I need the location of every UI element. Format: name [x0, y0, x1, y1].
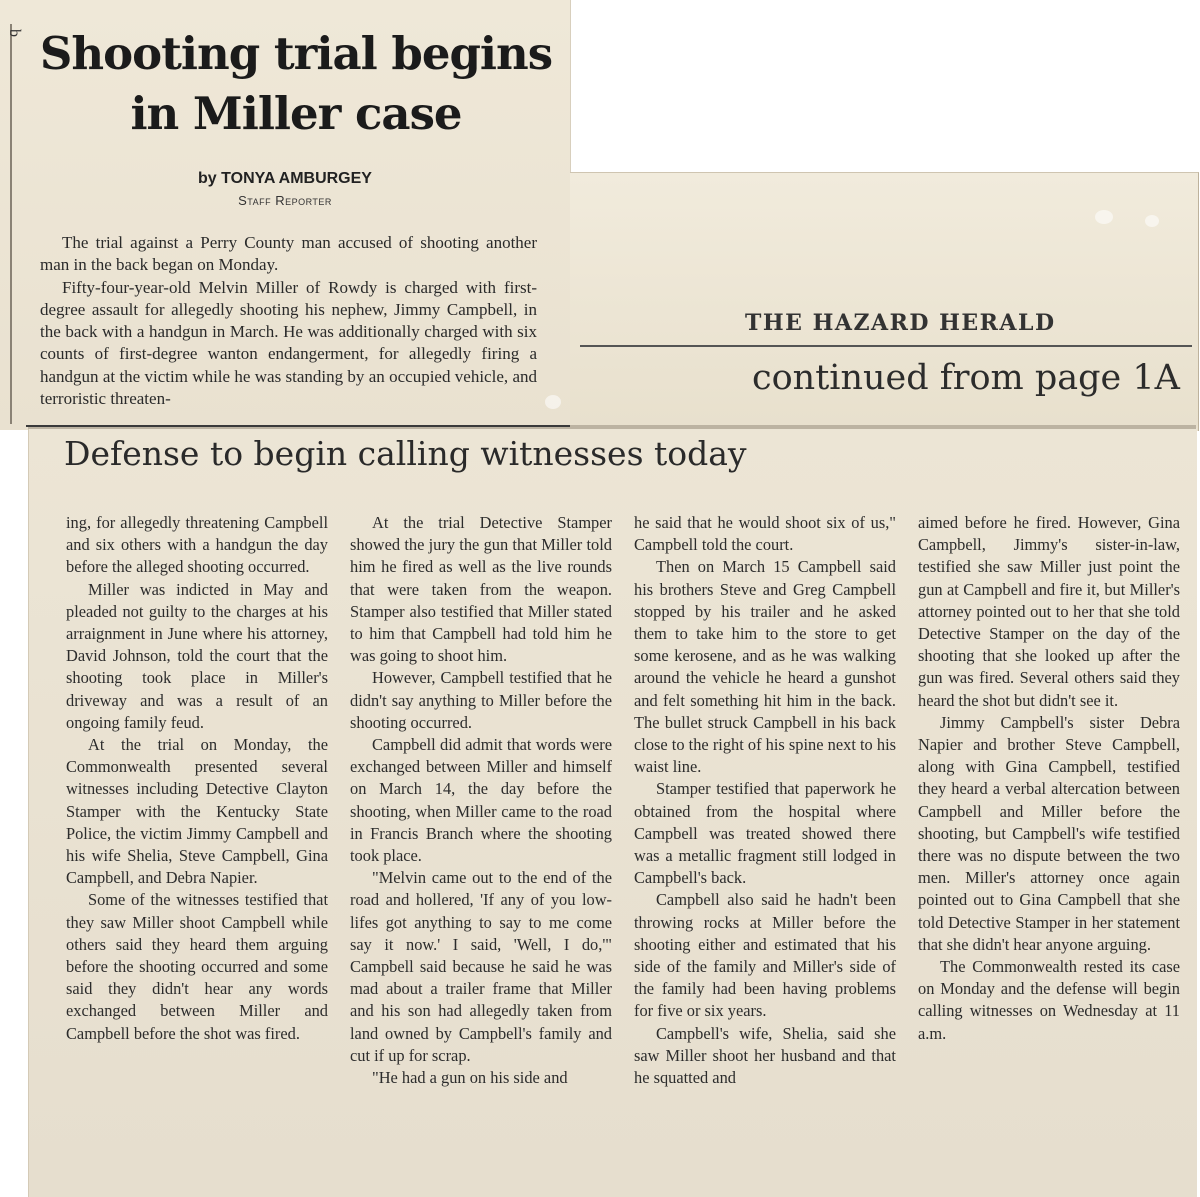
paper-speck [545, 395, 561, 409]
article-column-1 [66, 512, 328, 1045]
paragraph: aimed before he fired. However, Gina Campbell, Jimmy's sister-in-law, testified she saw Miller just point the gun at Campbell and fire it, but Miller's attorney pointed out to her that she told Detective Stamper on the day of the shooting that she looked up after the gun was fired. Several others said they heard the shot but didn't see it. [918, 513, 1180, 710]
paragraph: "He had a gun on his side and [372, 1068, 568, 1088]
lead-paragraph: Fifty-four-year-old Melvin Miller of Rowdy is charged with first-degree assault for allegedly shooting his nephew, Jimmy Campbell, in the back with a handgun in March. He was additionally charged with six counts of first-degree wanton endangerment, for allegedly firing a handgun at the victim while he was standing by an occupied vehicle, and terroristic threaten- [40, 277, 537, 409]
paragraph: Stamper testified that paperwork he obtained from the hospital where Campbell was treated showed there was a metallic fragment still lodged in Campbell's back. [634, 779, 896, 888]
paragraph: Campbell did admit that words were exchanged between Miller and himself on March 14, the day before the shooting, when Miller came to the road in Francis Branch where the shooting took place. [350, 735, 612, 866]
paragraph: ing, for allegedly threatening Campbell and six others with a handgun the day before the alleged shooting occurred. [66, 513, 328, 577]
article-column-4 [918, 512, 1180, 1045]
paragraph: "Melvin came out to the end of the road and hollered, 'If any of you low-lifes got anything to say to me come say it now.' I said, 'Well, I do,'" Campbell said because he said he was mad about a trailer frame that Miller and his son had allegedly taken from land owned by Campbell's family and cut if up for scrap. [350, 868, 612, 1065]
continued-label: continued from page 1A [752, 358, 1180, 398]
section-divider-dark [26, 425, 570, 427]
headline-line-1: Shooting trial begins [39, 27, 553, 80]
paragraph: Then on March 15 Campbell said his brothers Steve and Greg Campbell stopped by his trailer and he asked them to take him to the store to get some kerosene, and as he was walking around the vehicle he heard a gunshot and felt something hit him in the back. The bullet struck Campbell in his back close to the right of his spine next to his waist line. [634, 557, 896, 777]
paragraph: he said that he would shoot six of us," Campbell told the court. [634, 513, 896, 555]
newspaper-name: THE HAZARD HERALD [745, 310, 1056, 336]
paragraph: Campbell also said he hadn't been throwing rocks at Miller before the shooting either and estimated that his side of the family and Miller's side of the family had been having problems for five or six years. [634, 890, 896, 1021]
paragraph: At the trial Detective Stamper showed the jury the gun that Miller told him he fired as well as the live rounds that were taken from the weapon. Stamper also testified that Miller stated to him that Campbell had told him he was going to shoot him. [350, 513, 612, 666]
paragraph: Campbell's wife, Shelia, said she saw Miller shoot her husband and that he squatted and [634, 1023, 896, 1088]
lead-text [40, 232, 537, 410]
byline-title: Staff Reporter [238, 193, 332, 208]
paragraph: However, Campbell testified that he didn't say anything to Miller before the shooting occurred. [350, 668, 612, 732]
left-margin-rule [10, 24, 12, 424]
article-column-3 [634, 512, 896, 1089]
paragraph: Jimmy Campbell's sister Debra Napier and brother Steve Campbell, along with Gina Campbell, testified they heard a verbal altercation between Campbell and Miller before the shooting, but Campbell's wife testified there was no dispute between the two men. Miller's attorney once again pointed out to Gina Campbell that she told Detective Stamper in her statement that she didn't hear anyone arguing. [918, 712, 1180, 954]
byline: by TONYA AMBURGEY [198, 170, 372, 187]
paragraph: At the trial on Monday, the Commonwealth presented several witnesses including Detective Clayton Stamper with the Kentucky State Police, the victim Jimmy Campbell and his wife Shelia, Steve Campbell, Gina Campbell, and Debra Napier. [66, 735, 328, 888]
page-mark: b [6, 29, 23, 37]
paragraph: The Commonwealth rested its case on Monday and the defense will begin calling witnesses on Wednesday at 11 a.m. [918, 957, 1180, 1043]
headline-line-2: in Miller case [130, 87, 462, 140]
headline [36, 24, 556, 144]
paper-speck [1145, 215, 1159, 227]
lead-paragraph: The trial against a Perry County man accused of shooting another man in the back began on Monday. [40, 233, 537, 275]
article-column-2 [350, 512, 612, 1089]
subheadline: Defense to begin calling witnesses today [64, 434, 747, 473]
paragraph: Miller was indicted in May and pleaded not guilty to the charges at his arraignment in June where his attorney, David Johnson, told the court that the shooting took place in Miller's driveway and was a result of an ongoing family feud. [66, 579, 328, 732]
paper-speck [1095, 210, 1113, 224]
header-rule [580, 345, 1192, 347]
paragraph: Some of the witnesses testified that they saw Miller shoot Campbell while others said they heard them arguing before the shooting occurred and some said they didn't hear any words exchanged between Miller and Campbell before the shot was fired. [66, 890, 328, 1043]
